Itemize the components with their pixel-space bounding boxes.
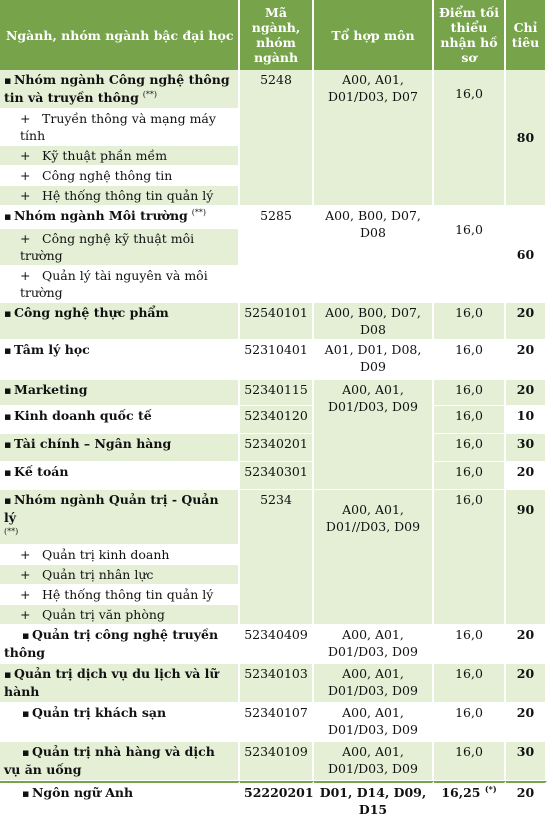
major-name: Nhóm ngành Công nghệ thông tin và truyền thông	[4, 72, 230, 105]
plus-icon: +	[20, 547, 31, 562]
major-name: Quản trị khách sạn	[32, 705, 167, 720]
header-min-score: Điểm tối thiểu nhận hồ sơ	[434, 0, 506, 70]
major-name: Tâm lý học	[14, 342, 90, 357]
bullet-icon: ▪	[4, 307, 12, 320]
code-cell: 52340107	[240, 703, 314, 742]
major-cell	[0, 206, 240, 229]
bullet-icon: ▪	[4, 410, 12, 423]
code-cell: 52540101	[240, 303, 314, 340]
major-cell	[0, 703, 240, 742]
major-cell	[0, 664, 240, 703]
major-name: Công nghệ thực phẩm	[14, 305, 169, 320]
combo-cell: D01, D14, D09, D15	[314, 781, 434, 822]
bullet-icon: ▪	[22, 787, 30, 800]
table-row	[0, 340, 547, 380]
table-row	[0, 303, 547, 340]
plus-icon: +	[20, 111, 31, 126]
score-cell: 16,0	[434, 462, 506, 490]
major-cell	[0, 434, 240, 462]
plus-icon: +	[20, 231, 31, 246]
sub-major-name: Truyền thông và mạng máy tính	[20, 111, 216, 143]
code-cell: 52340103	[240, 664, 314, 703]
score-cell	[434, 206, 506, 303]
plus-icon: +	[20, 607, 31, 622]
major-name: Kinh doanh quốc tế	[14, 408, 152, 423]
major-cell	[0, 380, 240, 406]
plus-icon: +	[20, 148, 31, 163]
bullet-icon: ▪	[4, 668, 12, 681]
major-cell	[0, 303, 240, 340]
quota-cell: 20	[506, 340, 547, 380]
code-cell: 52220201	[240, 781, 314, 822]
header-combo: Tổ hợp môn	[314, 0, 434, 70]
major-cell	[0, 742, 240, 781]
score-cell: 16,0	[434, 340, 506, 380]
table-row	[0, 703, 547, 742]
plus-icon: +	[20, 587, 31, 602]
bullet-icon: ▪	[4, 494, 12, 507]
bullet-icon: ▪	[4, 74, 12, 87]
plus-icon: +	[20, 268, 31, 283]
combo-cell: A00, B00, D07, D08	[314, 303, 434, 340]
major-cell	[0, 490, 240, 545]
major-cell	[0, 781, 240, 822]
note-mark: (**)	[4, 526, 19, 536]
code-cell: 52310401	[240, 340, 314, 380]
score-cell: 16,0	[434, 380, 506, 406]
major-name: Quản trị dịch vụ du lịch và lữ hành	[4, 666, 219, 699]
code-cell: 52340301	[240, 462, 314, 490]
combo-value: A00, A01, D01//D03, D09	[325, 502, 421, 534]
sub-major-cell	[0, 266, 240, 303]
note-mark: (**)	[142, 89, 158, 99]
sub-major-name: Công nghệ thông tin	[42, 168, 173, 183]
quota-cell: 20	[506, 380, 547, 406]
combo-cell: A00, A01, D01/D03, D09	[314, 703, 434, 742]
bullet-icon: ▪	[4, 438, 12, 451]
bullet-icon: ▪	[22, 746, 30, 759]
table-row	[0, 206, 547, 229]
table-row	[0, 781, 547, 822]
table-row	[0, 434, 547, 462]
sub-major-cell	[0, 186, 240, 206]
bullet-icon: ▪	[4, 210, 12, 223]
bullet-icon: ▪	[22, 629, 30, 642]
table-row	[0, 625, 547, 664]
header-major: Ngành, nhóm ngành bậc đại học	[0, 0, 240, 70]
quota-cell	[506, 490, 547, 625]
quota-cell: 80	[506, 70, 547, 206]
sub-major-name: Công nghệ kỹ thuật môi trường	[20, 231, 195, 263]
quota-cell: 60	[506, 206, 547, 303]
quota-cell: 30	[506, 742, 547, 781]
header-quota: Chỉ tiêu	[506, 0, 547, 70]
table-row	[0, 462, 547, 490]
quota-cell: 20	[506, 664, 547, 703]
combo-cell: A00, B00, D07, D08	[314, 206, 434, 303]
combo-cell	[314, 490, 434, 625]
major-cell	[0, 625, 240, 664]
score-cell: 16,0	[434, 303, 506, 340]
bullet-icon: ▪	[22, 707, 30, 720]
note-mark: (*)	[484, 783, 497, 794]
quota-cell: 30	[506, 434, 547, 462]
major-name: Nhóm ngành Môi trường	[14, 208, 188, 223]
sub-major-cell	[0, 229, 240, 266]
combo-cell: A00, A01, D01/D03, D09	[314, 664, 434, 703]
quota-value: 90	[516, 502, 535, 517]
plus-icon: +	[20, 567, 31, 582]
table-row	[0, 380, 547, 406]
header-code: Mã ngành, nhóm ngành	[240, 0, 314, 70]
combo-cell: A00, A01, D01/D03, D09	[314, 380, 434, 490]
table-row	[0, 664, 547, 703]
combo-cell: A00, A01, D01/D03, D07	[314, 70, 434, 206]
quota-cell: 20	[506, 462, 547, 490]
score-cell: 16,0	[434, 664, 506, 703]
major-name: Ngôn ngữ Anh	[32, 785, 134, 800]
note-mark: (**)	[191, 207, 207, 217]
table-row	[0, 406, 547, 434]
code-cell: 5248	[240, 70, 314, 206]
score-cell: 16,0	[434, 703, 506, 742]
table-row	[0, 490, 547, 545]
sub-major-cell	[0, 166, 240, 186]
sub-major-name: Hệ thống thông tin quản lý	[42, 587, 214, 602]
major-name: Marketing	[14, 382, 88, 397]
sub-major-name: Hệ thống thông tin quản lý	[42, 188, 214, 203]
quota-cell: 20	[506, 625, 547, 664]
quota-cell: 20	[506, 703, 547, 742]
quota-cell: 20	[506, 303, 547, 340]
code-cell: 52340115	[240, 380, 314, 406]
bullet-icon: ▪	[4, 466, 12, 479]
sub-major-cell	[0, 545, 240, 565]
plus-icon: +	[20, 188, 31, 203]
code-cell: 52340409	[240, 625, 314, 664]
quota-cell: 20	[506, 781, 547, 822]
bullet-icon: ▪	[4, 344, 12, 357]
score-cell: 16,0	[434, 742, 506, 781]
sub-major-cell	[0, 565, 240, 585]
combo-cell: A00, A01, D01/D03, D09	[314, 742, 434, 781]
sub-major-cell	[0, 109, 240, 146]
major-cell	[0, 462, 240, 490]
score-cell: 16,0	[434, 434, 506, 462]
score-cell: 16,0	[434, 625, 506, 664]
code-cell: 52340120	[240, 406, 314, 434]
major-name: Quản trị nhà hàng và dịch vụ ăn uống	[4, 744, 215, 777]
score-cell: 16,0	[434, 406, 506, 434]
major-name: Quản trị công nghệ truyền thông	[4, 627, 219, 660]
sub-major-name: Quản lý tài nguyên và môi trường	[20, 268, 208, 300]
code-cell: 52340109	[240, 742, 314, 781]
sub-major-cell	[0, 585, 240, 605]
plus-icon: +	[20, 168, 31, 183]
table-header-row	[0, 0, 547, 70]
score-value: 16,0	[455, 86, 483, 101]
score-cell	[434, 70, 506, 206]
code-cell: 5285	[240, 206, 314, 303]
code-cell: 5234	[240, 490, 314, 625]
major-name: Nhóm ngành Quản trị - Quản lý	[4, 492, 219, 525]
sub-major-cell	[0, 146, 240, 166]
score-value: 16,0	[455, 222, 483, 237]
quota-cell: 10	[506, 406, 547, 434]
major-cell	[0, 340, 240, 380]
sub-major-name: Quản trị văn phòng	[42, 607, 165, 622]
sub-major-cell	[0, 605, 240, 625]
table-row	[0, 742, 547, 781]
score-cell	[434, 781, 506, 822]
score-cell: 16,0	[434, 490, 506, 625]
sub-major-name: Quản trị nhân lực	[42, 567, 154, 582]
table-row	[0, 70, 547, 109]
bullet-icon: ▪	[4, 384, 12, 397]
major-cell	[0, 70, 240, 109]
combo-cell: A01, D01, D08, D09	[314, 340, 434, 380]
code-cell: 52340201	[240, 434, 314, 462]
major-name: Tài chính – Ngân hàng	[14, 436, 172, 451]
combo-cell: A00, A01, D01/D03, D09	[314, 625, 434, 664]
major-name: Kế toán	[14, 464, 69, 479]
sub-major-name: Kỹ thuật phần mềm	[42, 148, 168, 163]
major-cell	[0, 406, 240, 434]
sub-major-name: Quản trị kinh doanh	[42, 547, 170, 562]
score-value: 16,25	[441, 785, 481, 800]
